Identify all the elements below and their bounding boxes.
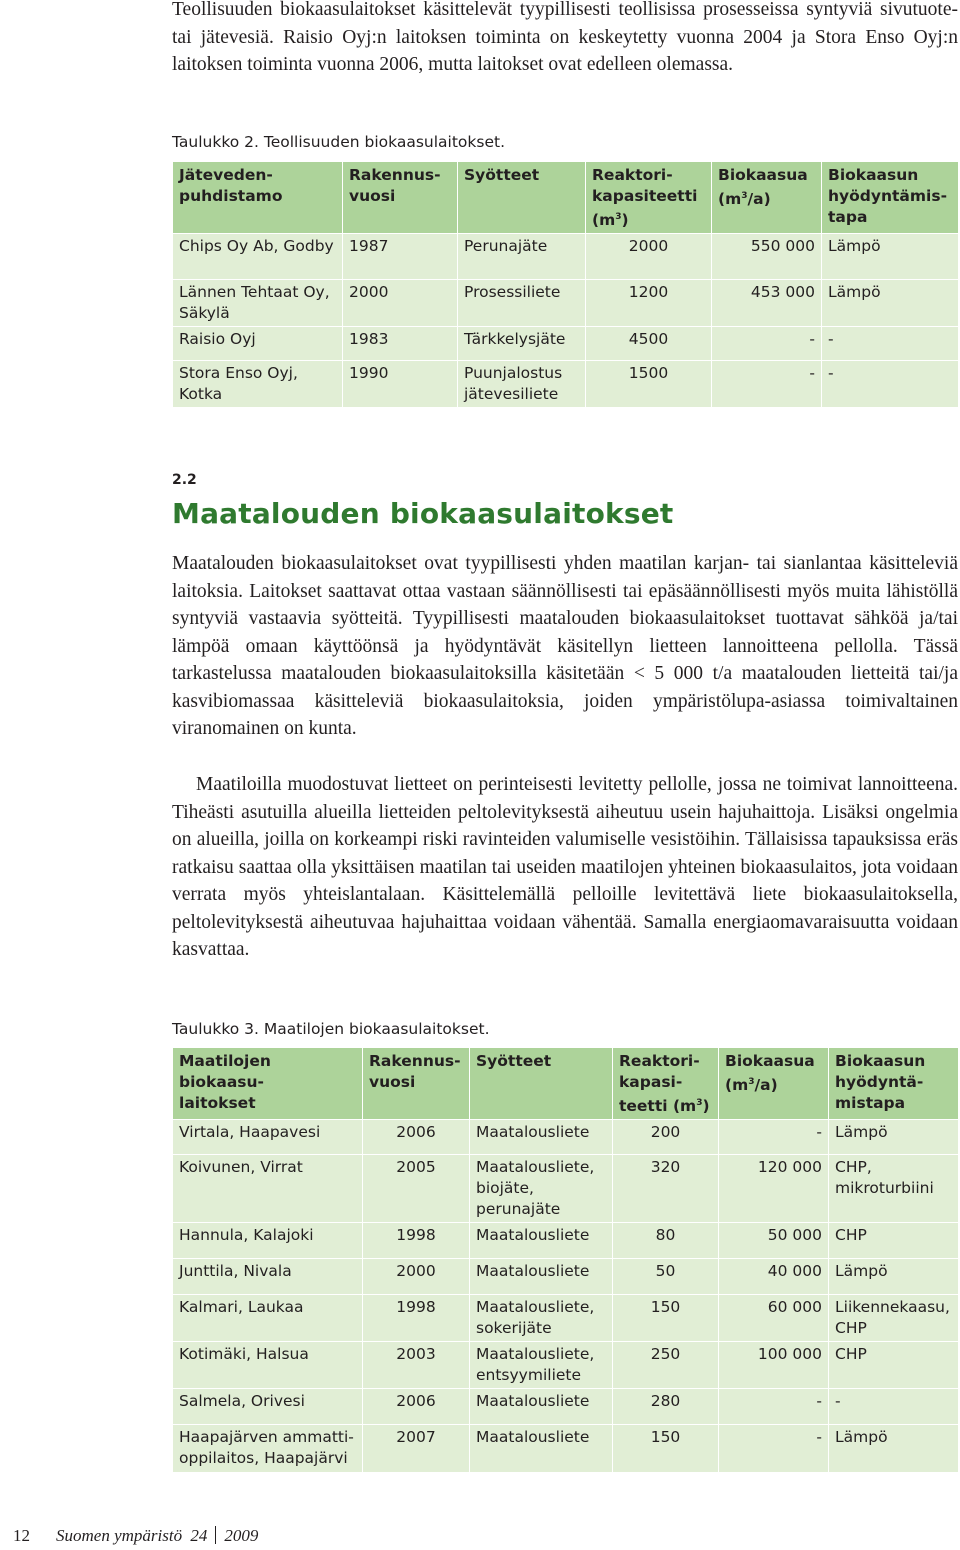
cell-utilization: CHP, mikroturbiini [829, 1155, 959, 1223]
cell-biogas: 100 000 [719, 1342, 829, 1389]
table-row [173, 1155, 959, 1223]
cell-year: 2005 [363, 1155, 470, 1223]
table3-caption: Taulukko 3. Maatilojen biokaasulaitokset. [172, 1020, 490, 1038]
cell-plant: Chips Oy Ab, Godby [173, 234, 343, 280]
cell-feedstock: Puunjalostus jätevesiliete [458, 361, 586, 408]
cell-utilization: CHP [829, 1342, 959, 1389]
footer-divider [215, 1526, 216, 1544]
cell-year: 2006 [363, 1389, 470, 1425]
table-row [173, 1120, 959, 1155]
cell-biogas: 453 000 [712, 280, 822, 327]
header-reactor-capacity: Reaktori- kapasiteetti $(m^3)$ [586, 162, 712, 234]
header-utilization: Biokaasun hyödyntämis- tapa [822, 162, 959, 234]
header-plant: Maatilojen biokaasu- laitokset [173, 1048, 363, 1120]
body-paragraph: Maatiloilla muodostuvat lietteet on perinteisesti levitetty pellolle, jossa ne toimivat lannoitteena. Tiheästi asutuilla alueilla lietteiden peltolevityksestä aiheutuu usein hajuhaittoja. Lisäksi ongelmia on alueilla, joilla on korkeampi riski ravinteiden valumiselle vesistöihin. Tällaisissa tapauksissa eräs ratkaisu saattaa olla yksittäisen maatilan tai useiden maatilojen yhteinen biokaasulaitos, jota voidaan verrata myös yhteislantalaan. Käsittelemällä pelloille levitettävä liete biokaasulaitoksella, peltolevityksestä aiheutuvaa hajuhaittaa voidaan vähentää. Samalla energiaomavaraisuutta voidaan kasvattaa. [172, 774, 958, 960]
cell-feedstock: Maatalousliete, biojäte, perunajäte [470, 1155, 613, 1223]
body-paragraph: Maatalouden biokaasulaitokset ovat tyypillisesti yhden maatilan karjan- tai sianlantaa käsitteleviä laitoksia. Laitokset saattavat ottaa vastaan säännöllisesti tai epäsäännöllisesti myös muita lähistöllä syntyviä vastaavia syötteitä. Tyypillisesti maatalouden biokaasulaitokset tuottavat sähköä ja/tai lämpöä omaan käyttöönsä ja hyödyntävät käsitellyn lietteen lannoitteena pellolla. Tässä tarkastelussa maatalouden biokaasulaitoksilla käsitetään < 5 000 t/a maatalouden lietteitä tai/ja kasvibiomassaa käsitteleviä biokaasulaitoksia, joiden ympäristölupa-asiassa toimivaltainen viranomainen on kunta. [172, 553, 958, 739]
publication-info [56, 1526, 258, 1546]
cell-capacity: 150 [613, 1295, 719, 1342]
table-row [173, 1342, 959, 1389]
cell-plant: Kotimäki, Halsua [173, 1342, 363, 1389]
table-row [173, 361, 959, 408]
table-row [173, 1389, 959, 1425]
header-feedstock: Syötteet [458, 162, 586, 234]
cell-feedstock: Maatalousliete [470, 1389, 613, 1425]
cell-capacity: 150 [613, 1425, 719, 1473]
cell-feedstock: Maatalousliete, entsyymiliete [470, 1342, 613, 1389]
cell-feedstock: Maatalousliete [470, 1425, 613, 1473]
cell-year: 2003 [363, 1342, 470, 1389]
cell-feedstock: Perunajäte [458, 234, 586, 280]
cell-year: 2006 [363, 1120, 470, 1155]
cell-utilization: - [822, 327, 959, 361]
section-number: 2.2 [172, 472, 197, 488]
cell-plant: Kalmari, Laukaa [173, 1295, 363, 1342]
header-build-year: Rakennus- vuosi [343, 162, 458, 234]
cell-year: 1998 [363, 1223, 470, 1259]
cell-biogas: - [712, 361, 822, 408]
table-row [173, 280, 959, 327]
section-title: Maatalouden biokaasulaitokset [172, 497, 674, 530]
page-number: 12 [13, 1526, 30, 1545]
cell-capacity: 250 [613, 1342, 719, 1389]
table-row [173, 1425, 959, 1473]
cell-feedstock: Maatalousliete, sokerijäte [470, 1295, 613, 1342]
header-plant: Jäteveden- puhdistamo [173, 162, 343, 234]
cell-plant: Haapajärven ammatti-oppilaitos, Haapajärvi [173, 1425, 363, 1473]
table-row [173, 1295, 959, 1342]
cell-capacity: 1200 [586, 280, 712, 327]
cell-utilization: Lämpö [822, 234, 959, 280]
publication-issue: 24 [190, 1526, 208, 1545]
cell-plant: Raisio Oyj [173, 327, 343, 361]
cell-biogas: 550 000 [712, 234, 822, 280]
header-biogas: Biokaasua $(m^3/a)$ [719, 1048, 829, 1120]
publication-year: 2009 [224, 1526, 259, 1545]
cell-utilization: Liikennekaasu, CHP [829, 1295, 959, 1342]
intro-paragraph: Teollisuuden biokaasulaitokset käsittelevät tyypillisesti teollisissa prosesseissa syntyviä sivutuote- tai jätevesiä. Raisio Oyj:n laitoksen toiminta on keskeytetty vuonna 2004 ja Stora Enso Oyj:n laitoksen toiminta vuonna 2006, mutta laitokset ovat edelleen olemassa. [172, 0, 958, 75]
cell-biogas: 60 000 [719, 1295, 829, 1342]
cell-utilization: Lämpö [822, 280, 959, 327]
cell-plant: Lännen Tehtaat Oy, Säkylä [173, 280, 343, 327]
cell-capacity: 4500 [586, 327, 712, 361]
header-build-year: Rakennus- vuosi [363, 1048, 470, 1120]
cell-plant: Stora Enso Oyj, Kotka [173, 361, 343, 408]
table-industrial-biogas [172, 162, 959, 408]
cell-year: 1998 [363, 1295, 470, 1342]
publication-name: Suomen ympäristö [56, 1526, 183, 1545]
cell-capacity: 200 [613, 1120, 719, 1155]
cell-biogas: - [719, 1389, 829, 1425]
cell-capacity: 280 [613, 1389, 719, 1425]
table-row [173, 1223, 959, 1259]
cell-utilization: Lämpö [829, 1425, 959, 1473]
cell-biogas: 120 000 [719, 1155, 829, 1223]
cell-biogas: - [719, 1120, 829, 1155]
cell-utilization: CHP [829, 1223, 959, 1259]
cell-year: 1990 [343, 361, 458, 408]
cell-feedstock: Prosessiliete [458, 280, 586, 327]
cell-biogas: 40 000 [719, 1259, 829, 1295]
cell-utilization: Lämpö [829, 1259, 959, 1295]
cell-plant: Koivunen, Virrat [173, 1155, 363, 1223]
table-header-row [173, 1048, 959, 1120]
cell-utilization: Lämpö [829, 1120, 959, 1155]
cell-year: 2007 [363, 1425, 470, 1473]
cell-year: 2000 [363, 1259, 470, 1295]
cell-capacity: 50 [613, 1259, 719, 1295]
header-biogas: Biokaasua $(m^3/a)$ [712, 162, 822, 234]
cell-feedstock: Tärkkelysjäte [458, 327, 586, 361]
cell-utilization: - [822, 361, 959, 408]
table-row [173, 234, 959, 280]
cell-biogas: - [712, 327, 822, 361]
cell-plant: Salmela, Orivesi [173, 1389, 363, 1425]
cell-feedstock: Maatalousliete [470, 1259, 613, 1295]
cell-capacity: 80 [613, 1223, 719, 1259]
cell-capacity: 320 [613, 1155, 719, 1223]
cell-biogas: 50 000 [719, 1223, 829, 1259]
header-reactor-capacity: Reaktori- kapasi- teetti $(m^3)$ [613, 1048, 719, 1120]
cell-plant: Hannula, Kalajoki [173, 1223, 363, 1259]
cell-plant: Junttila, Nivala [173, 1259, 363, 1295]
table-farm-biogas [172, 1048, 959, 1473]
header-utilization: Biokaasun hyödyntä- mistapa [829, 1048, 959, 1120]
cell-year: 2000 [343, 280, 458, 327]
table-row [173, 1259, 959, 1295]
cell-capacity: 1500 [586, 361, 712, 408]
header-feedstock: Syötteet [470, 1048, 613, 1120]
cell-plant: Virtala, Haapavesi [173, 1120, 363, 1155]
cell-utilization: - [829, 1389, 959, 1425]
table-header-row [173, 162, 959, 234]
table2-caption: Taulukko 2. Teollisuuden biokaasulaitokset. [172, 133, 505, 151]
cell-biogas: - [719, 1425, 829, 1473]
cell-capacity: 2000 [586, 234, 712, 280]
cell-year: 1983 [343, 327, 458, 361]
cell-year: 1987 [343, 234, 458, 280]
cell-feedstock: Maatalousliete [470, 1120, 613, 1155]
cell-feedstock: Maatalousliete [470, 1223, 613, 1259]
table-row [173, 327, 959, 361]
